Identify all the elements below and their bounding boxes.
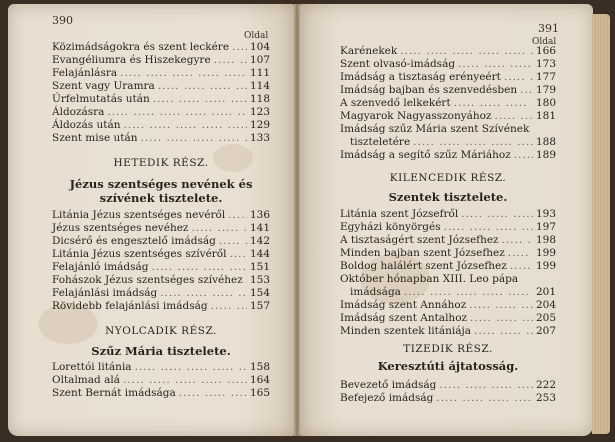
toc-entry [52,300,270,313]
section-subheading: Szentek tisztelete. [388,190,508,204]
toc-entry [340,84,556,97]
toc-entry-title: Fohászok Jézus szentséges szívéhez [52,274,243,286]
toc-entry-page: 189 [535,149,556,161]
leader-dots [152,261,247,274]
toc-entry-page: 198 [535,234,556,246]
toc-entry-page: 104 [249,41,270,53]
toc-entry [52,93,270,106]
leader-dots [123,374,247,387]
toc-entry [340,123,556,136]
toc-entry-page: 177 [535,71,556,83]
toc-entry [340,97,556,110]
section-heading-nyolcadik: NYOLCADIK RÉSZ. [105,325,217,337]
toc-entry-title: Úrfelmutatás után [52,93,150,105]
toc-entry [340,325,556,338]
toc-entry [340,392,556,405]
toc-entry-page: 153 [249,274,270,286]
toc-entry-title: tiszteletére [350,136,411,148]
toc-entry-page: 181 [535,110,556,122]
leader-dots [219,235,247,248]
leader-dots [246,274,247,287]
toc-entry-title: Magyarok Nagyasszonyához [340,110,492,122]
toc-entry [350,286,556,299]
toc-entry-page: 142 [249,235,270,247]
toc-entry [340,45,556,58]
toc-entry-title: Imádság szent Antalhoz [340,312,468,324]
section10-entries [340,379,556,405]
toc-entry-title: Karénekek [340,45,398,57]
leader-dots [229,248,246,261]
leader-dots [400,45,533,58]
toc-entry-title: Felajánló imádság [52,261,149,273]
toc-entry-title: Áldozásra [52,106,105,118]
leader-dots [413,136,533,149]
right-top-entries [340,45,556,123]
toc-entry-title: Litánia szent Józsefről [340,208,459,220]
toc-entry [340,234,556,247]
toc-entry-page: 107 [249,54,270,66]
toc-entry [52,119,270,132]
toc-entry-title: Evangéliumra és Hiszekegyre [52,54,211,66]
toc-entry-title: Egyházi könyörgés [340,221,441,233]
toc-entry-title: Felajánlási imádság [52,287,158,299]
toc-entry-title: Imádság a tisztaság erényeért [340,71,501,83]
leader-dots [520,84,533,97]
toc-entry-page: 144 [249,248,270,260]
toc-entry-title: A tisztaságért szent Józsefhez [340,234,499,246]
toc-entry-page: 222 [535,379,556,391]
leader-dots [436,392,533,405]
toc-entry-page: 158 [249,361,270,373]
leader-dots [179,387,247,400]
leader-dots [439,379,533,392]
leader-dots [141,132,247,145]
leader-dots [504,71,533,84]
toc-entry [52,106,270,119]
toc-entry-page: 207 [535,325,556,337]
leader-dots [153,93,247,106]
leader-dots [514,149,533,162]
section9-entries [340,208,556,273]
toc-entry-title: Közimádságokra és szent leckére [52,41,230,53]
left-page-number: 390 [52,14,73,27]
toc-entry-title: Dicsérő és engesztelő imádság [52,235,216,247]
leader-dots [228,209,247,222]
toc-entry-page: 151 [249,261,270,273]
section-heading-hetedik: HETEDIK RÉSZ. [113,157,209,169]
toc-entry-page: 154 [249,287,270,299]
toc-entry-page: 111 [249,67,270,79]
toc-entry-title: Imádság a segítő szűz Máriához [340,149,511,161]
toc-entry-title: Október hónapban XIII. Leo pápa [340,273,519,285]
toc-entry-title: Imádság szent Annához [340,299,467,311]
toc-entry-page: 180 [535,97,556,109]
toc-entry-title: Bevezető imádság [340,379,437,391]
toc-entry-page: 165 [249,387,270,399]
toc-entry [340,260,556,273]
toc-entry-page: 188 [535,136,556,148]
toc-entry-page: 201 [535,286,556,298]
toc-entry [52,361,270,374]
leader-dots [158,80,247,93]
toc-entry-title: Imádság szűz Mária szent Szívének [340,123,530,135]
toc-entry-title: Szent mise után [52,132,138,144]
toc-entry [52,235,270,248]
toc-entry-title: Szent olvasó-imádság [340,58,456,70]
toc-entry [340,208,556,221]
leader-dots [444,221,533,234]
toc-entry-title: Befejező imádság [340,392,434,404]
leader-dots [211,300,247,313]
left-top-entries [52,41,270,145]
toc-entry [340,312,556,325]
toc-entry-page: 136 [249,209,270,221]
toc-entry [52,387,270,400]
toc-entry-title: Lorettói litánia [52,361,132,373]
leader-dots [120,67,247,80]
toc-entry [52,41,270,54]
toc-entry [52,67,270,80]
toc-entry-title: Imádság bajban és szenvedésben [340,84,518,96]
section7-entries [52,209,270,313]
right-page-number: 391 [538,22,559,35]
toc-entry [52,374,270,387]
leader-dots [404,286,533,299]
toc-entry-page: 199 [535,260,556,272]
section-heading-kilencedik: KILENCEDIK RÉSZ. [389,172,507,184]
leader-dots [232,41,247,54]
leader-dots [135,361,247,374]
toc-entry-title: Áldozás után [52,119,121,131]
toc-entry-page: 141 [249,222,270,234]
toc-entry-page: 164 [249,374,270,386]
leader-dots [469,299,533,312]
toc-entry-page: 197 [535,221,556,233]
toc-entry-title: Rövidebb felajánlási imádság [52,300,208,312]
oldal-label: Oldal [532,37,557,47]
toc-entry-title: imádsága [350,286,401,298]
toc-entry-title: Szent Bernát imádsága [52,387,176,399]
section-heading-tizedik: TIZEDIK RÉSZ. [403,343,493,355]
section-subheading-line1: Jézus szentséges nevének és [69,177,253,191]
toc-entry-title: Litánia Jézus szentséges nevéről [52,209,226,221]
toc-entry [52,261,270,274]
toc-entry [52,287,270,300]
page-edges [592,14,610,434]
toc-entry-title: Felajánlásra [52,67,118,79]
toc-entry-page: 205 [535,312,556,324]
leader-dots [454,97,533,110]
leader-dots [124,119,247,132]
toc-entry-page: 129 [249,119,270,131]
leader-dots [502,234,533,247]
toc-entry-title: Oltalmad alá [52,374,120,386]
toc-entry-page: 173 [535,58,556,70]
toc-entry-page: 123 [249,106,270,118]
toc-entry-title: Boldog halálért szent Józsefhez [340,260,507,272]
toc-entry-page: 199 [535,247,556,259]
toc-entry [52,248,270,261]
leader-dots [495,110,533,123]
section-subheading-line2: szívének tisztelete. [99,191,223,205]
toc-entry [340,247,556,260]
leader-dots [107,106,247,119]
leader-dots [160,287,247,300]
toc-entry [52,54,270,67]
toc-entry [52,222,270,235]
leader-dots [508,247,533,260]
toc-entry [350,136,556,149]
toc-entry-page: 118 [249,93,270,105]
toc-entry-title: Jézus szentséges nevéhez [52,222,189,234]
toc-entry [340,273,556,286]
toc-entry-page: 157 [249,300,270,312]
toc-entry-page: 193 [535,208,556,220]
toc-entry [52,274,270,287]
toc-entry [340,110,556,123]
section-subheading: Keresztúti ájtatosság. [377,359,519,373]
toc-entry [340,58,556,71]
toc-entry [340,221,556,234]
toc-entry [340,149,556,162]
leader-dots [458,58,533,71]
leader-dots [214,54,247,67]
toc-entry-title: Minden bajban szent Józsefhez [340,247,505,259]
section9-entries-continued [340,299,556,338]
leader-dots [461,208,533,221]
toc-entry [52,209,270,222]
leader-dots [510,260,533,273]
toc-entry [340,299,556,312]
toc-entry [340,379,556,392]
toc-entry [52,80,270,93]
toc-entry [52,132,270,145]
toc-entry-page: 133 [249,132,270,144]
toc-entry [340,71,556,84]
toc-entry-page: 179 [535,84,556,96]
leader-dots [191,222,246,235]
section8-entries [52,361,270,400]
toc-entry-title: A szenvedő lelkekért [340,97,451,109]
toc-entry-title: Litánia Jézus szentséges szívéről [52,248,227,260]
leader-dots [470,312,533,325]
oldal-label: Oldal [244,31,269,41]
toc-entry-page: 253 [535,392,556,404]
section-subheading: Szűz Mária tisztelete. [91,344,231,358]
toc-entry-title: Szent vagy Uramra [52,80,155,92]
toc-entry-page: 114 [249,80,270,92]
toc-entry-title: Minden szentek litániája [340,325,472,337]
toc-entry-page: 204 [535,299,556,311]
toc-entry-page: 166 [535,45,556,57]
leader-dots [474,325,533,338]
